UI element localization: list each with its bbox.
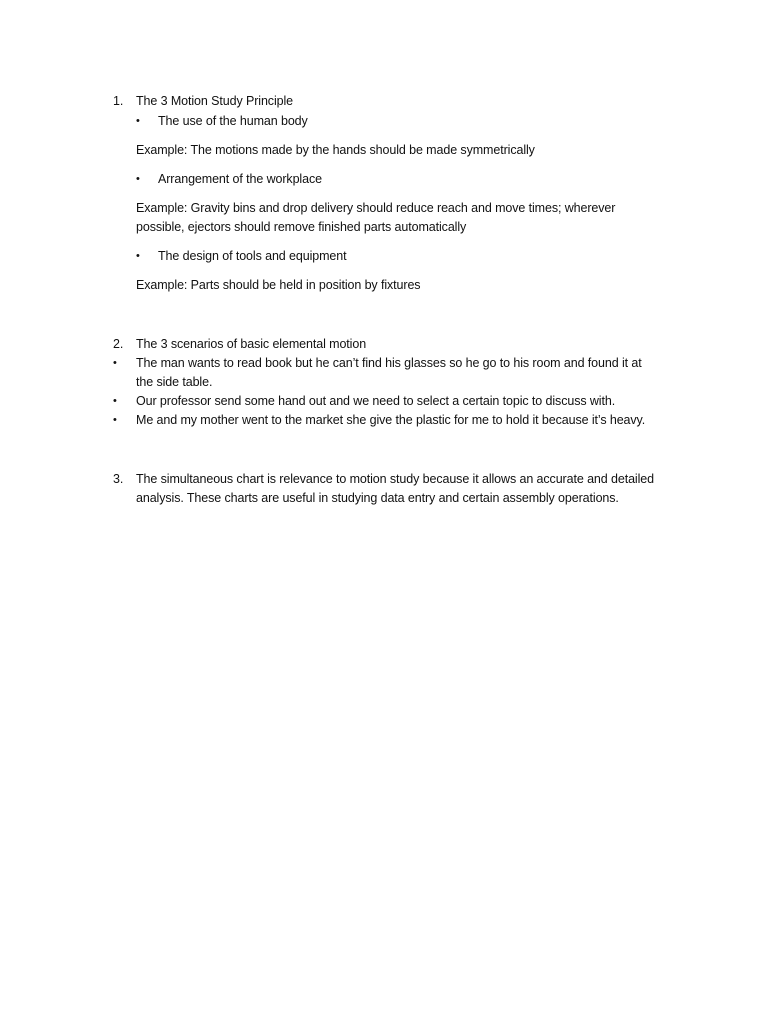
section-3-line-2: analysis. These charts are useful in studying data entry and certain assembly operations. bbox=[136, 491, 619, 505]
section-1-number: 1. bbox=[113, 94, 124, 108]
principle-3-example: Example: Parts should be held in position by fixtures bbox=[136, 278, 421, 292]
principle-2-example-line-1: Example: Gravity bins and drop delivery should reduce reach and move times; wherever bbox=[136, 201, 616, 215]
section-1-title: The 3 Motion Study Principle bbox=[136, 94, 294, 108]
scenario-1-line-2: the side table. bbox=[136, 375, 213, 389]
principle-2-example-line-2: possible, ejectors should remove finished parts automatically bbox=[136, 220, 467, 234]
section-2-title: The 3 scenarios of basic elemental motion bbox=[136, 337, 367, 351]
bullet-icon: • bbox=[136, 115, 140, 127]
principle-3-label: The design of tools and equipment bbox=[158, 249, 347, 263]
bullet-icon: • bbox=[136, 173, 140, 185]
scenario-1-line-1: The man wants to read book but he can’t find his glasses so he go to his room and found it at bbox=[136, 356, 642, 370]
principle-1-label: The use of the human body bbox=[158, 114, 308, 128]
scenario-3-line-1: Me and my mother went to the market she give the plastic for me to hold it because it’s heavy. bbox=[136, 413, 646, 427]
section-3-number: 3. bbox=[113, 472, 124, 486]
section-2-number: 2. bbox=[113, 337, 124, 351]
section-3-line-1: The simultaneous chart is relevance to motion study because it allows an accurate and detailed bbox=[136, 472, 654, 486]
scenario-2-line-1: Our professor send some hand out and we need to select a certain topic to discuss with. bbox=[136, 394, 616, 408]
principle-1-example: Example: The motions made by the hands should be made symmetrically bbox=[136, 143, 535, 157]
bullet-icon: • bbox=[113, 414, 117, 426]
bullet-icon: • bbox=[136, 250, 140, 262]
principle-2-label: Arrangement of the workplace bbox=[158, 172, 322, 186]
bullet-icon: • bbox=[113, 395, 117, 407]
bullet-icon: • bbox=[113, 357, 117, 369]
